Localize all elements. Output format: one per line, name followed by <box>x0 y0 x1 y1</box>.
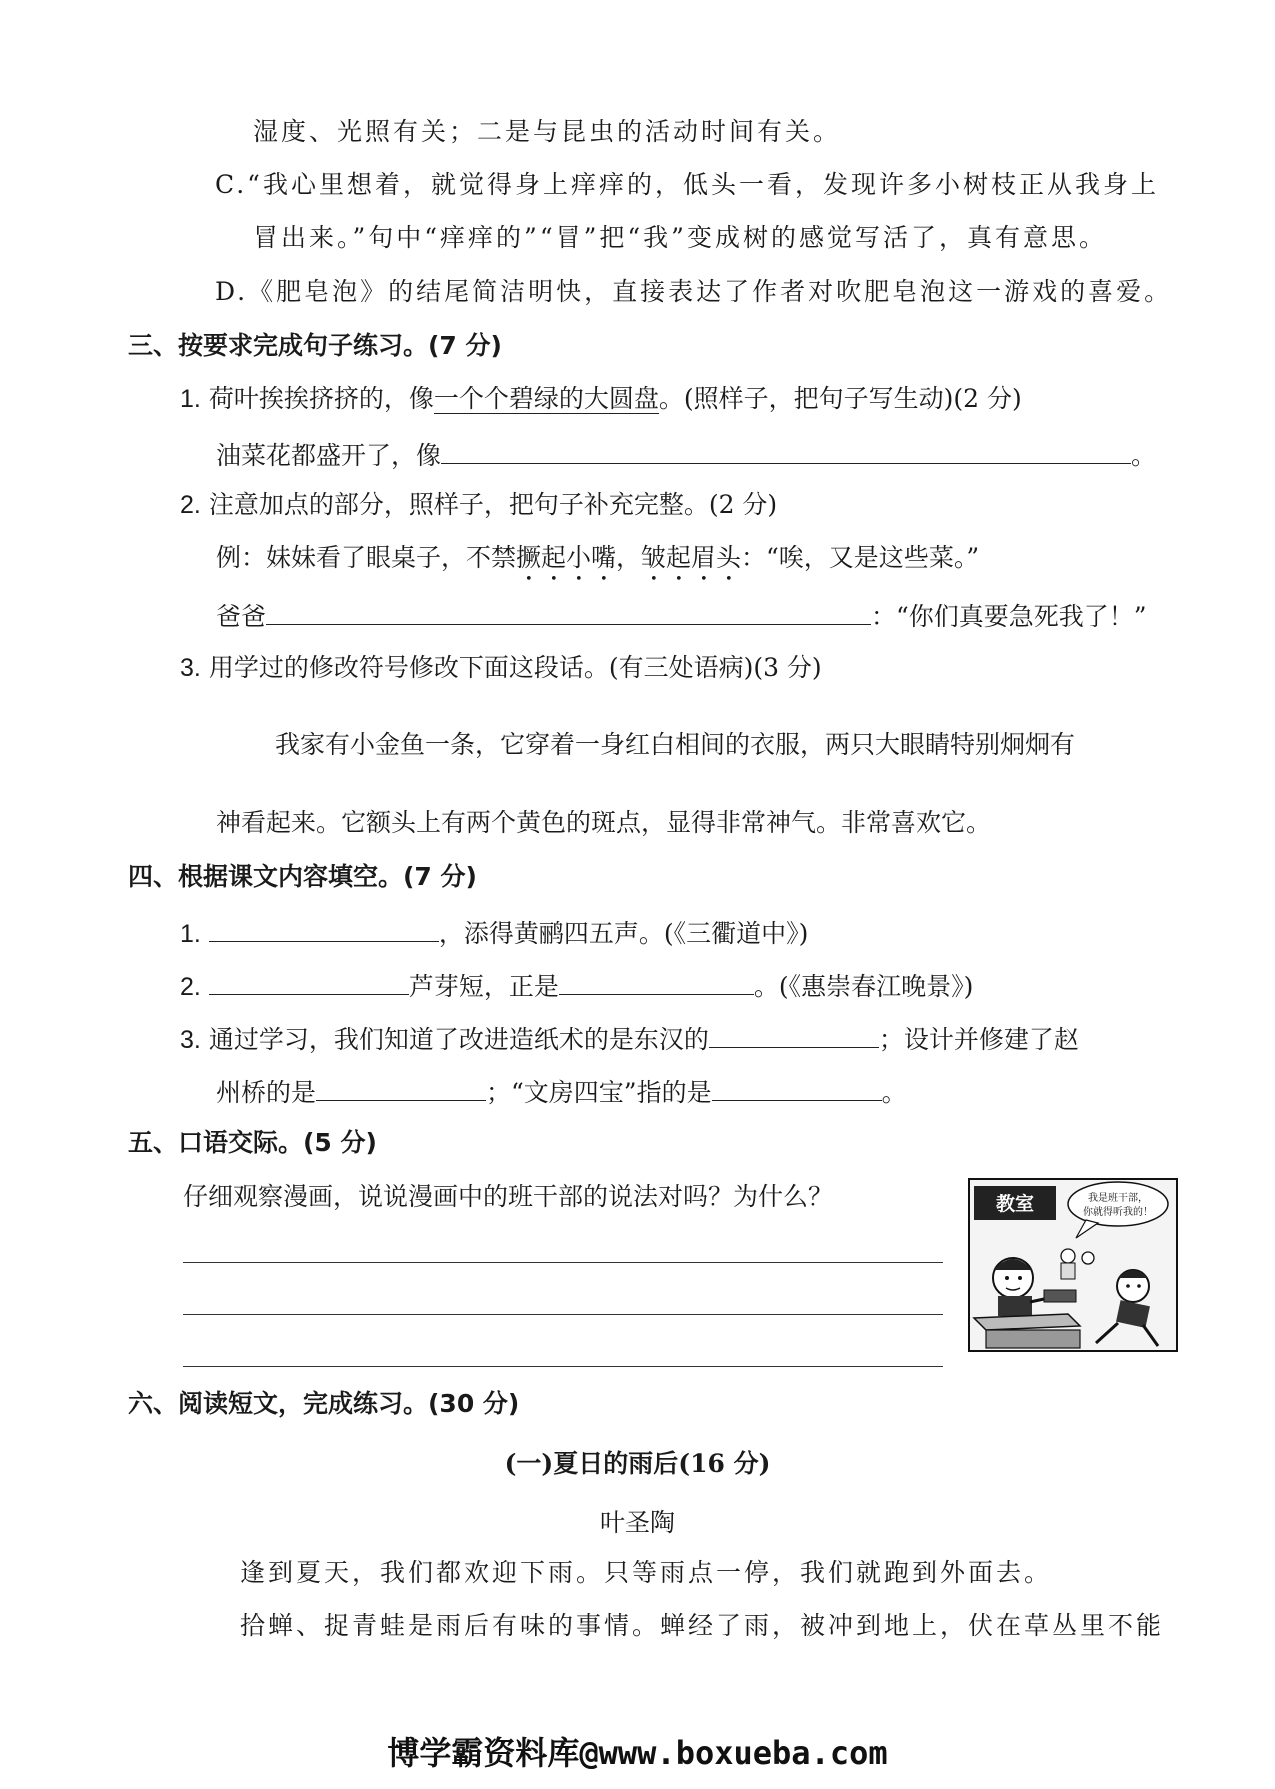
s3-q2-example-post: ：“唉，又是这些菜。” <box>741 543 980 572</box>
s3-q1-answer-blank[interactable] <box>441 435 1131 464</box>
s3-q2-number: 2. <box>180 491 201 519</box>
s4-q2-end: 。(《惠崇春江晚景》) <box>753 972 974 1001</box>
s4-q2-number: 2. <box>180 973 201 1001</box>
s4-q3-blank1[interactable] <box>709 1019 879 1048</box>
bubble-line-2: 你就得听我的！ <box>1083 1207 1153 1218</box>
s3-q2-dad: 爸爸 <box>216 602 267 631</box>
s4-q3-line2-mid: ；“文房四宝”指的是 <box>486 1078 712 1107</box>
s3-q1 <box>180 382 1022 416</box>
section-5-heading: 五、口语交际。(5 分) <box>128 1128 377 1157</box>
s3-q2-example-dotted: 撅起小嘴，皱起眉头 <box>516 543 742 572</box>
s4-q1 <box>180 913 808 951</box>
s4-q3 <box>180 1019 1079 1057</box>
s3-q1-post: 。(照样子，把句子写生动)(2 分) <box>658 384 1022 413</box>
section-4-heading: 四、根据课文内容填空。(7 分) <box>128 862 477 891</box>
s3-q2-answer-line <box>216 596 1147 634</box>
s4-q3-line2 <box>216 1072 907 1110</box>
s4-q3-blank3[interactable] <box>712 1072 882 1101</box>
s4-q3-line2-pre: 州桥的是 <box>216 1078 317 1107</box>
s4-q2 <box>180 966 973 1004</box>
s5-prompt: 仔细观察漫画，说说漫画中的班干部的说法对吗？为什么？ <box>183 1182 834 1211</box>
s3-q1-answer-line <box>216 435 1156 473</box>
footer-watermark: 博学霸资料库@www.boxueba.com <box>387 1734 888 1772</box>
s3-q2-answer-blank[interactable] <box>266 596 871 625</box>
option-c-line1: C.“我心里想着，就觉得身上痒痒的，低头一看，发现许多小树枝正从我身上 <box>215 170 1159 199</box>
s4-q3-number: 3. <box>180 1026 201 1054</box>
option-c-line2: 冒出来。”句中“痒痒的”“冒”把“我”变成树的感觉写活了，真有意思。 <box>253 223 1107 252</box>
s3-q1-number: 1. <box>180 385 201 413</box>
s4-q3-pre: 通过学习，我们知道了改进造纸术的是东汉的 <box>208 1025 709 1054</box>
comic-sign-text: 教室 <box>995 1193 1035 1215</box>
s3-q1-underlined-phrase: 一个个碧绿的大圆盘 <box>433 384 659 413</box>
reading-paragraph-2: 拾蝉、捉青蛙是雨后有味的事情。蝉经了雨，被冲到地上，伏在草丛里不能 <box>240 1611 1165 1640</box>
s4-q3-blank2[interactable] <box>316 1072 486 1101</box>
option-b-continuation: 湿度、光照有关；二是与昆虫的活动时间有关。 <box>253 117 842 146</box>
s4-q2-blank1[interactable] <box>209 966 409 995</box>
s4-q1-number: 1. <box>180 920 201 948</box>
section-3-heading: 三、按要求完成句子练习。(7 分) <box>128 331 502 360</box>
s3-q1-pre: 荷叶挨挨挤挤的，像 <box>208 384 434 413</box>
s3-q2-example <box>216 541 979 587</box>
s3-q3-paragraph-line2: 神看起来。它额头上有两个黄色的斑点，显得非常神气。非常喜欢它。 <box>216 808 992 837</box>
section-6-heading: 六、阅读短文，完成练习。(30 分) <box>128 1389 520 1418</box>
s3-q3 <box>180 651 822 685</box>
bubble-line-1: 我是班干部， <box>1088 1193 1148 1204</box>
s5-answer-line-3[interactable] <box>183 1366 943 1367</box>
s4-q1-blank[interactable] <box>209 913 439 942</box>
s3-q1-line2: 油菜花都盛开了，像 <box>216 441 442 470</box>
s4-q2-blank2[interactable] <box>559 966 754 995</box>
option-d: D.《肥皂泡》的结尾简洁明快，直接表达了作者对吹肥皂泡这一游戏的喜爱。 <box>215 277 1173 306</box>
s3-q2-dad-end: ：“你们真要急死我了！” <box>871 602 1147 631</box>
s4-q1-text: ，添得黄鹂四五声。(《三衢道中》) <box>438 919 809 948</box>
s3-q2 <box>180 488 777 522</box>
s3-q1-end: 。 <box>1131 441 1157 470</box>
comic-illustration <box>968 1178 1178 1352</box>
s3-q2-example-pre: 例：妹妹看了眼桌子，不禁 <box>216 543 517 572</box>
s4-q3-end: 。 <box>881 1078 907 1107</box>
reading-author: 叶圣陶 <box>599 1508 675 1537</box>
s4-q3-mid: ；设计并修建了赵 <box>878 1025 1079 1054</box>
reading-paragraph-1: 逢到夏天，我们都欢迎下雨。只等雨点一停，我们就跑到外面去。 <box>240 1558 1053 1587</box>
s5-answer-line-2[interactable] <box>183 1314 943 1315</box>
speech-bubble <box>1068 1182 1168 1226</box>
s3-q3-text: 用学过的修改符号修改下面这段话。(有三处语病)(3 分) <box>208 653 822 682</box>
s3-q2-text: 注意加点的部分，照样子，把句子补充完整。(2 分) <box>208 490 778 519</box>
s3-q3-paragraph-line1: 我家有小金鱼一条，它穿着一身红白相间的衣服，两只大眼睛特别炯炯有 <box>275 730 1076 759</box>
reading-subheading: (一)夏日的雨后(16 分) <box>504 1449 771 1478</box>
s3-q3-number: 3. <box>180 654 201 682</box>
s5-answer-line-1[interactable] <box>183 1262 943 1263</box>
s4-q2-mid: 芦芽短，正是 <box>408 972 559 1001</box>
